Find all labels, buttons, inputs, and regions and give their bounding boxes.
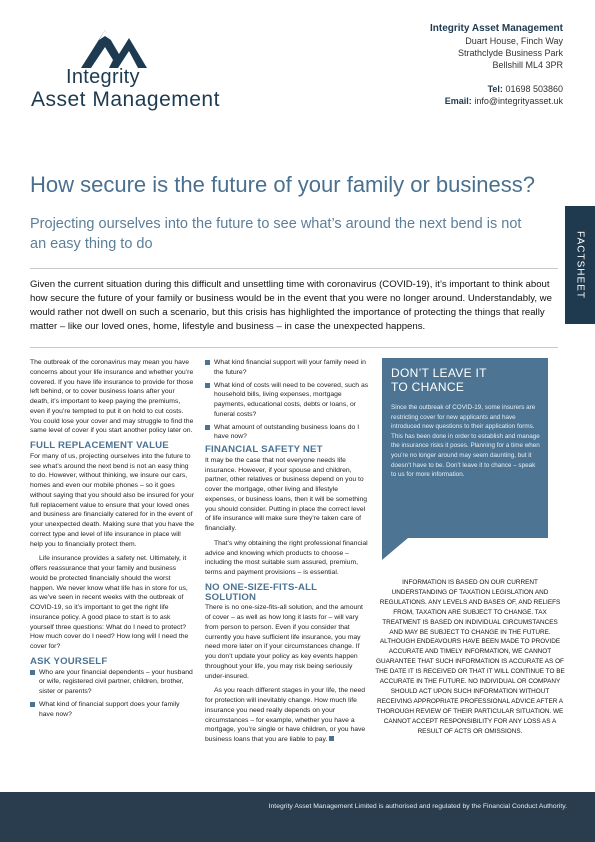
col2-paragraph-4: [205, 686, 370, 745]
footer-bar: [0, 792, 595, 842]
callout-heading: DON’T LEAVE IT TO CHANCE: [391, 366, 487, 394]
tel-label: Tel:: [487, 84, 503, 94]
email-label: Email:: [444, 96, 472, 106]
list-item: What amount of outstanding business loans do I have now?: [205, 423, 370, 443]
heading-full-replacement: FULL REPLACEMENT VALUE: [30, 440, 169, 451]
callout-text: Since the outbreak of COVID-19, some insurers are restricting cover for new applicants and have introduced new questions to their application forms. This has been done in order to establish and manage the insurance risks it poses. Planning for a time when you’re no longer around may seem daunting, but it doesn’t have to be. Don’t leave it to chance – speak to us for more information.: [391, 404, 540, 479]
col2-paragraph-2: That’s why obtaining the right professional financial advice and knowing which products to choose – including the most suitable sum assured, premium, terms and payment provisions – is essential.: [205, 539, 368, 576]
footer-text: Integrity Asset Management Limited is authorised and regulated by the Financial Conduct Authority.: [268, 803, 567, 810]
list-item: What kind financial support will your family need in the future?: [205, 358, 370, 378]
disclaimer-text: INFORMATION IS BASED ON OUR CURRENT UNDERSTANDING OF TAXATION LEGISLATION AND REGULATIONS. ANY LEVELS AND BASES OF, AND RELIEFS FROM, TAXATION ARE SUBJECT TO CHANGE. TAX TREATMENT IS BASED ON INDIVIDUAL CIRCUMSTANCES AND MAY BE SUBJECT TO CHANGE IN THE FUTURE. ALTHOUGH ENDEAVOURS HAVE BEEN MADE TO PROVIDE ACCURATE AND TIMELY INFORMATION, WE CANNOT GUARANTEE THAT SUCH INFORMATION IS ACCURATE AS OF THE DATE IT IS RECEIVED OR THAT IT WILL CONTINUE TO BE ACCURATE IN THE FUTURE. NO INDIVIDUAL OR COMPANY SHOULD ACT UPON SUCH INFORMATION WITHOUT RECEIVING APPROPRIATE PROFESSIONAL ADVICE AFTER A THOROUGH REVIEW OF THEIR PARTICULAR SITUATION. WE CANNOT ACCEPT RESPONSIBILITY FOR ANY LOSS AS A RESULT OF ACTS OR OMISSIONS.: [375, 579, 565, 735]
col2-paragraph-1: It may be the case that not everyone needs life insurance. However, if your spouse and children, partner, other relatives or business depend on you to cover the mortgage, other living and lifestyle expenses, or business loans, then it will be something you should consider. Putting in place the correct level of life insurance will make sure they’re taken care of financially.: [205, 456, 368, 532]
heading-no-one-size: NO ONE-SIZE-FITS-ALL SOLUTION: [205, 581, 318, 603]
bottom-divider: [30, 347, 558, 348]
column-two: [205, 358, 370, 750]
phone-line[interactable]: [430, 83, 563, 95]
list-item: Who are your financial dependents – your husband or wife, registered civil partner, children, brother, sister or parents?: [30, 668, 194, 697]
address-line2: Strathclyde Business Park: [457, 48, 563, 58]
col2-paragraph-4-text: As you reach different stages in your life, the need for protection will inevitably change. How much life insurance you need really depends on your circumstances – for example, whether you have a mortgage, you’re single or have children, or you have business loans that you are liable to pay.: [205, 687, 366, 743]
tel-value[interactable]: 01698 503860: [502, 84, 563, 94]
intro-paragraph: Given the current situation during this difficult and unsettling time with coronavirus (COVID-19), it’s important to think about how secure the future of your family or business would be in the event that you were no longer around. Understandably, we would rather not dwell on such a scenario, but this crisis has highlighted the importance of protecting the things that really matter – like our loved ones, home, lifestyle and business – in case the unexpected happens.: [30, 279, 552, 332]
logo-name-line1: Integrity: [66, 66, 140, 88]
address-line3: Bellshill ML4 3PR: [492, 60, 563, 70]
callout-notch: [382, 538, 408, 560]
factsheet-tab-label: FACTSHEET: [574, 231, 586, 299]
logo-name-line2: Asset Management: [31, 88, 220, 111]
email-value[interactable]: info@integrityasset.uk: [471, 96, 563, 106]
contact-company: Integrity Asset Management: [430, 23, 563, 34]
address-line1: Duart House, Finch Way: [465, 36, 563, 46]
contact-block: [430, 23, 563, 107]
list-item: What kind of financial support does your family have now?: [30, 700, 194, 720]
end-square-icon: [329, 736, 334, 741]
email-line[interactable]: [430, 95, 563, 107]
factsheet-tab: [565, 206, 595, 324]
heading-ask-yourself: ASK YOURSELF: [30, 655, 108, 667]
col1-paragraph-2: For many of us, projecting ourselves into the future to see what’s around the next bend is not an easy thing to do. However, without thinking, we insure our cars, homes and even our mobile phones – so it goes without saying that you should also be insured for your full replacement value to ensure that your loved ones and business are financially catered for in the event of your unexpected death. Making sure that you have the correct type and level of life insurance in place will help you to financially protect them.: [30, 452, 194, 548]
col1-paragraph-1: The outbreak of the coronavirus may mean you have concerns about your life insurance and whether you’re covered. If you have life insurance to provide for those left behind, or to cover business loans after your death, it’s important to keep paying the premiums, even if you’re tempted to put it on hold to cut costs. You could lose your cover and may struggle to find the same level of cover if you start another policy later on.: [30, 359, 194, 435]
column-one: [30, 358, 194, 722]
list-item: What kind of costs will need to be covered, such as household bills, living expenses, mortgage payments, educational costs, debts or loans, or funeral costs?: [205, 381, 370, 420]
heading-financial-safety-net: FINANCIAL SAFETY NET: [205, 444, 323, 455]
callout-box: [382, 358, 548, 538]
top-divider: [30, 268, 558, 269]
page-title: How secure is the future of your family or business?: [30, 172, 536, 197]
page-subtitle: Projecting ourselves into the future to see what’s around the next bend is not an easy thing to do: [30, 216, 522, 252]
col1-paragraph-3: Life insurance provides a safety net. Ultimately, it offers reassurance that your family and business would be protected financially should the worst happen. We never know what life has in store for us, as we’ve seen in recent weeks with the outbreak of COVID-19, so it’s important to get the right life insurance policy. A good place to start is to ask yourself three questions: What do I need to protect? How much cover do I need? How long will I need the cover for?: [30, 555, 189, 650]
col2-paragraph-3: There is no one-size-fits-all solution, and the amount of cover – as well as how long it lasts for – will vary from person to person. Even if you consider that currently you have sufficient life insurance, you may need more later on if your circumstances change. If you don’t update your policy as key events happen throughout your life, you may risk being seriously under-insured.: [205, 604, 363, 680]
